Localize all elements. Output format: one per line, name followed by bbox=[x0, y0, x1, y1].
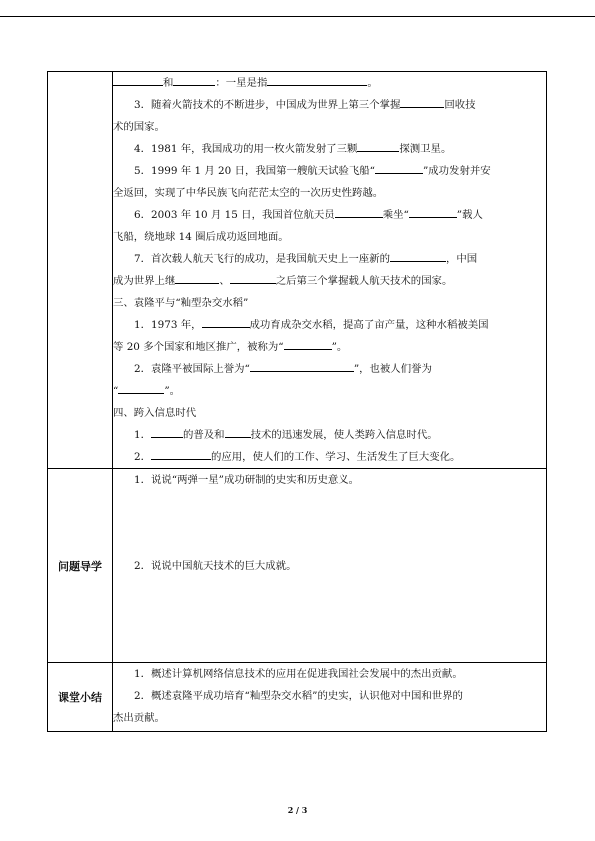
blank[interactable] bbox=[151, 450, 211, 460]
blank[interactable] bbox=[151, 428, 183, 438]
item-6: 6．2003 年 10 月 15 日，我国首位航天员 乘坐“ ”载人 bbox=[134, 209, 483, 221]
item-3-cont: 术的国家。 bbox=[113, 121, 165, 133]
blank[interactable] bbox=[202, 318, 250, 328]
blank[interactable] bbox=[335, 208, 383, 218]
question-1: 1．说说“两弹一星”成功研制的史实和历史意义。 bbox=[134, 474, 360, 486]
blank[interactable] bbox=[375, 164, 423, 174]
item-6-cont: 飞船，绕地球 14 圈后成功返回地面。 bbox=[113, 231, 289, 243]
item-3: 3．随着火箭技术的不断进步，中国成为世界上第三个掌握 回收技 bbox=[134, 99, 476, 111]
item-7-cont: 成为世界上继 、 之后第三个掌握载人航天技术的国家。 bbox=[113, 275, 453, 287]
item-3-2-cont: “ ”。 bbox=[113, 385, 181, 397]
question-2: 2．说说中国航天技术的巨大成就。 bbox=[134, 560, 297, 572]
summary-label: 课堂小结 bbox=[48, 663, 113, 732]
line-two-bombs-one-star: 和 ：一星是指 。 bbox=[113, 72, 546, 94]
blank[interactable] bbox=[357, 142, 399, 152]
study-guide-table bbox=[47, 71, 547, 732]
blank[interactable] bbox=[250, 362, 354, 372]
knowledge-label-cell bbox=[48, 72, 113, 469]
summary-row bbox=[48, 663, 547, 732]
heading-information-age: 四、跨入信息时代 bbox=[113, 407, 197, 419]
blank[interactable] bbox=[118, 384, 164, 394]
blank[interactable] bbox=[390, 252, 446, 262]
summary-content bbox=[113, 663, 547, 732]
item-4-2: 2． 的应用，使人们的工作、学习、生活发生了巨大变化。 bbox=[134, 451, 461, 463]
blank[interactable] bbox=[225, 428, 251, 438]
item-5-cont: 全返回，实现了中华民族飞向茫茫太空的一次历史性跨越。 bbox=[113, 187, 384, 199]
blank[interactable] bbox=[230, 274, 276, 284]
item-3-1-cont: 等 20 多个国家和地区推广，被称为“ ”。 bbox=[113, 341, 348, 353]
item-5: 5．1999 年 1 月 20 日，我国第一艘航天试验飞船“ ”成功发射并安 bbox=[134, 165, 491, 177]
summary-1: 1．概述计算机网络信息技术的应用在促进我国社会发展中的杰出贡献。 bbox=[134, 668, 463, 680]
item-4: 4．1981 年，我国成功的用一枚火箭发射了三颗 探测卫星。 bbox=[134, 143, 452, 155]
item-3-2: 2．袁隆平被国际上誉为“ ”，也被人们誉为 bbox=[134, 363, 432, 375]
blank[interactable] bbox=[409, 208, 457, 218]
blank[interactable] bbox=[113, 76, 163, 86]
knowledge-row bbox=[48, 72, 547, 469]
blank[interactable] bbox=[175, 274, 219, 284]
item-7: 7．首次载人航天飞行的成功，是我国航天史上一座新的 ，中国 bbox=[134, 253, 478, 265]
summary-2: 2．概述袁隆平成功培育“籼型杂交水稻”的史实，认识他对中国和世界的 bbox=[134, 690, 463, 702]
blank[interactable] bbox=[284, 340, 332, 350]
summary-2-cont: 杰出贡献。 bbox=[113, 712, 165, 724]
blank[interactable] bbox=[267, 76, 367, 86]
header-rule bbox=[0, 16, 595, 17]
guided-questions-content bbox=[113, 469, 547, 663]
heading-yuan-longping: 三、袁隆平与“籼型杂交水稻” bbox=[113, 297, 249, 309]
blank[interactable] bbox=[173, 76, 215, 86]
page-number: 2 / 3 bbox=[287, 805, 308, 815]
knowledge-content-cell bbox=[113, 72, 547, 469]
blank[interactable] bbox=[400, 98, 444, 108]
item-3-1: 1．1973 年， 成功育成杂交水稻，提高了亩产量，这种水稻被美国 bbox=[134, 319, 489, 331]
guided-questions-label: 问题导学 bbox=[48, 469, 113, 663]
item-4-1: 1． 的普及和 技术的迅速发展，使人类跨入信息时代。 bbox=[134, 429, 438, 441]
guided-questions-row bbox=[48, 469, 547, 663]
